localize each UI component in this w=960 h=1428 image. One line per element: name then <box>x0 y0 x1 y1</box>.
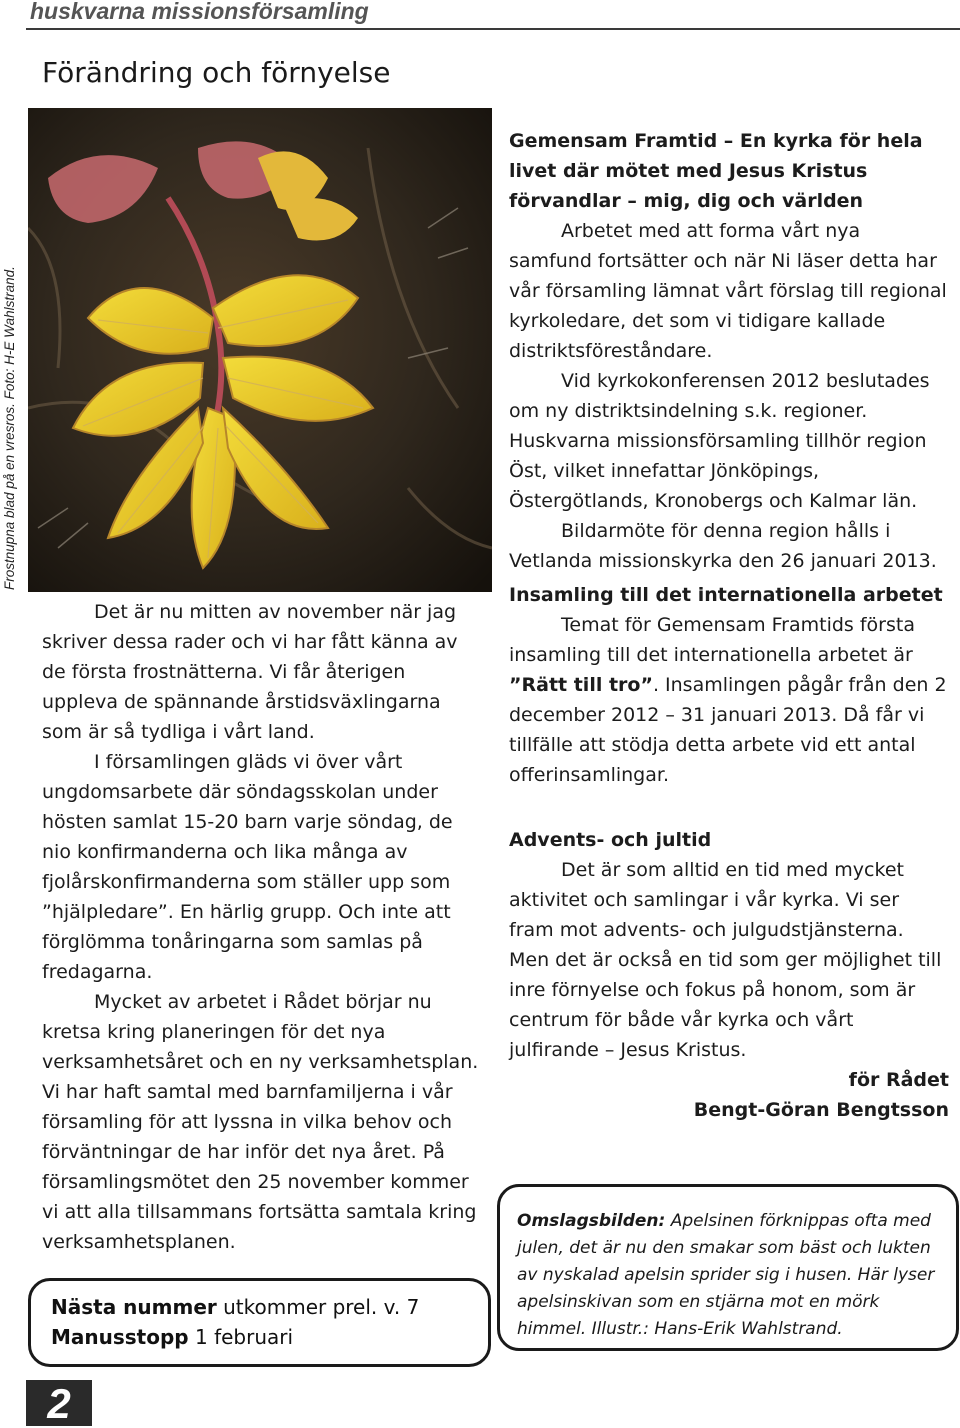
next-issue-text: utkommer prel. v. 7 <box>216 1295 420 1319</box>
body-paragraph: Vid kyrkokonferensen 2012 beslutades om ny distriktsindelning s.k. regioner. <box>509 370 930 422</box>
body-paragraph: Huskvarna missionsförsamling tillhör region Öst, vilket innefattar Jönköpings, Östergötlands, Kronobergs och Kalmar län. <box>509 430 927 512</box>
section-heading: Insamling till det internationella arbetet <box>509 584 943 606</box>
body-paragraph: Arbetet med att forma vårt nya samfund fortsätter och när Ni läser detta har vår församling lämnat vårt förslag till regional kyrkoledare, det som vi tidigare kallade distriktsföreståndare. <box>509 220 947 362</box>
next-issue-label: Nästa nummer <box>51 1295 217 1319</box>
body-paragraph: I församlingen gläds vi över vårt ungdomsarbete där söndagsskolan under hösten samlat 15-20 barn varje söndag, de nio konfirmanderna och lika många av fjolårskonfirmanderna som ställer upp som ”hjälpledare”. En härlig grupp. Och inte att förglömma tonåringarna som samlas på fredagarna. <box>42 751 453 983</box>
body-paragraph <box>509 610 949 790</box>
page-number: 2 <box>47 1380 71 1427</box>
deadline-label: Manusstopp <box>51 1325 189 1349</box>
body-paragraph: Mycket av arbetet i Rådet börjar nu kretsa kring planeringen för det nya verksamhetsåret och en ny verksamhetsplan. Vi har haft samtal med barnfamiljerna i vår församling för att lyssna in vilka behov och förväntningar de har inför det nya året. På församlingsmötet den 25 november kommer vi att alla tillsammans fortsätta samtala kring verksamhetsplanen. <box>42 991 479 1253</box>
cover-text: Apelsinen förknippas ofta med julen, det är nu den smakar som bäst och lukten av nyskalad apelsin sprider sig i husen. Här lyser apelsinskivan som en stjärna mot en mörk himmel. Illustr.: Hans-Erik Wahlstrand. <box>517 1211 935 1339</box>
masthead <box>26 0 960 30</box>
page-title: Förändring och förnyelse <box>42 56 391 89</box>
autumn-rose-leaf-photo <box>28 108 492 592</box>
cover-label: Omslagsbilden: <box>517 1211 666 1231</box>
body-paragraph: Det är som alltid en tid med mycket aktivitet och samlingar i vår kyrka. Vi ser fram mot advents- och julgudstjänsterna. Men det är också en tid som ger möjlighet till inre förnyelse och fokus på honom, som är centrum för både vår kyrka och vårt julfirande – Jesus Kristus. <box>509 859 942 1061</box>
body-paragraph: Det är nu mitten av november när jag skriver dessa rader och vi har fått känna av de första frostnätterna. Vi får återigen uppleva de spännande årstidsväxlingarna som är så tydliga i vårt land. <box>42 601 458 743</box>
cover-caption <box>517 1208 949 1343</box>
next-issue-box <box>28 1278 491 1367</box>
photo-caption: Frostnupna blad på en vresros. Foto: H-E Wahlstrand. <box>2 266 17 590</box>
text: . Insamlingen pågår från den 2 december 2012 – 31 januari 2013. Då får vi tillfälle att stödja detta arbete vid ett antal offerinsamlingar. <box>509 674 947 786</box>
masthead-title: huskvarna missionsförsamling <box>30 0 369 24</box>
signature-line: för Rådet <box>848 1069 949 1091</box>
cover-image-box <box>497 1184 959 1351</box>
left-column <box>42 597 482 1257</box>
section-heading: Advents- och jultid <box>509 829 712 851</box>
deadline-line <box>51 1325 293 1349</box>
right-column <box>509 126 949 1125</box>
text: Temat för Gemensam Framtids första insamling till det internationella arbetet är <box>509 614 915 666</box>
signature-name: Bengt-Göran Bengtsson <box>693 1099 949 1121</box>
next-issue-line <box>51 1295 419 1319</box>
body-paragraph: Bildarmöte för denna region hålls i Vetlanda missionskyrka den 26 januari 2013. <box>509 520 937 572</box>
highlight-text: ”Rätt till tro” <box>509 674 653 696</box>
page-number-badge <box>26 1380 92 1426</box>
section-heading: Gemensam Framtid – En kyrka för hela livet där mötet med Jesus Kristus förvandlar – mig, dig och världen <box>509 130 923 212</box>
deadline-text: 1 februari <box>188 1325 294 1349</box>
